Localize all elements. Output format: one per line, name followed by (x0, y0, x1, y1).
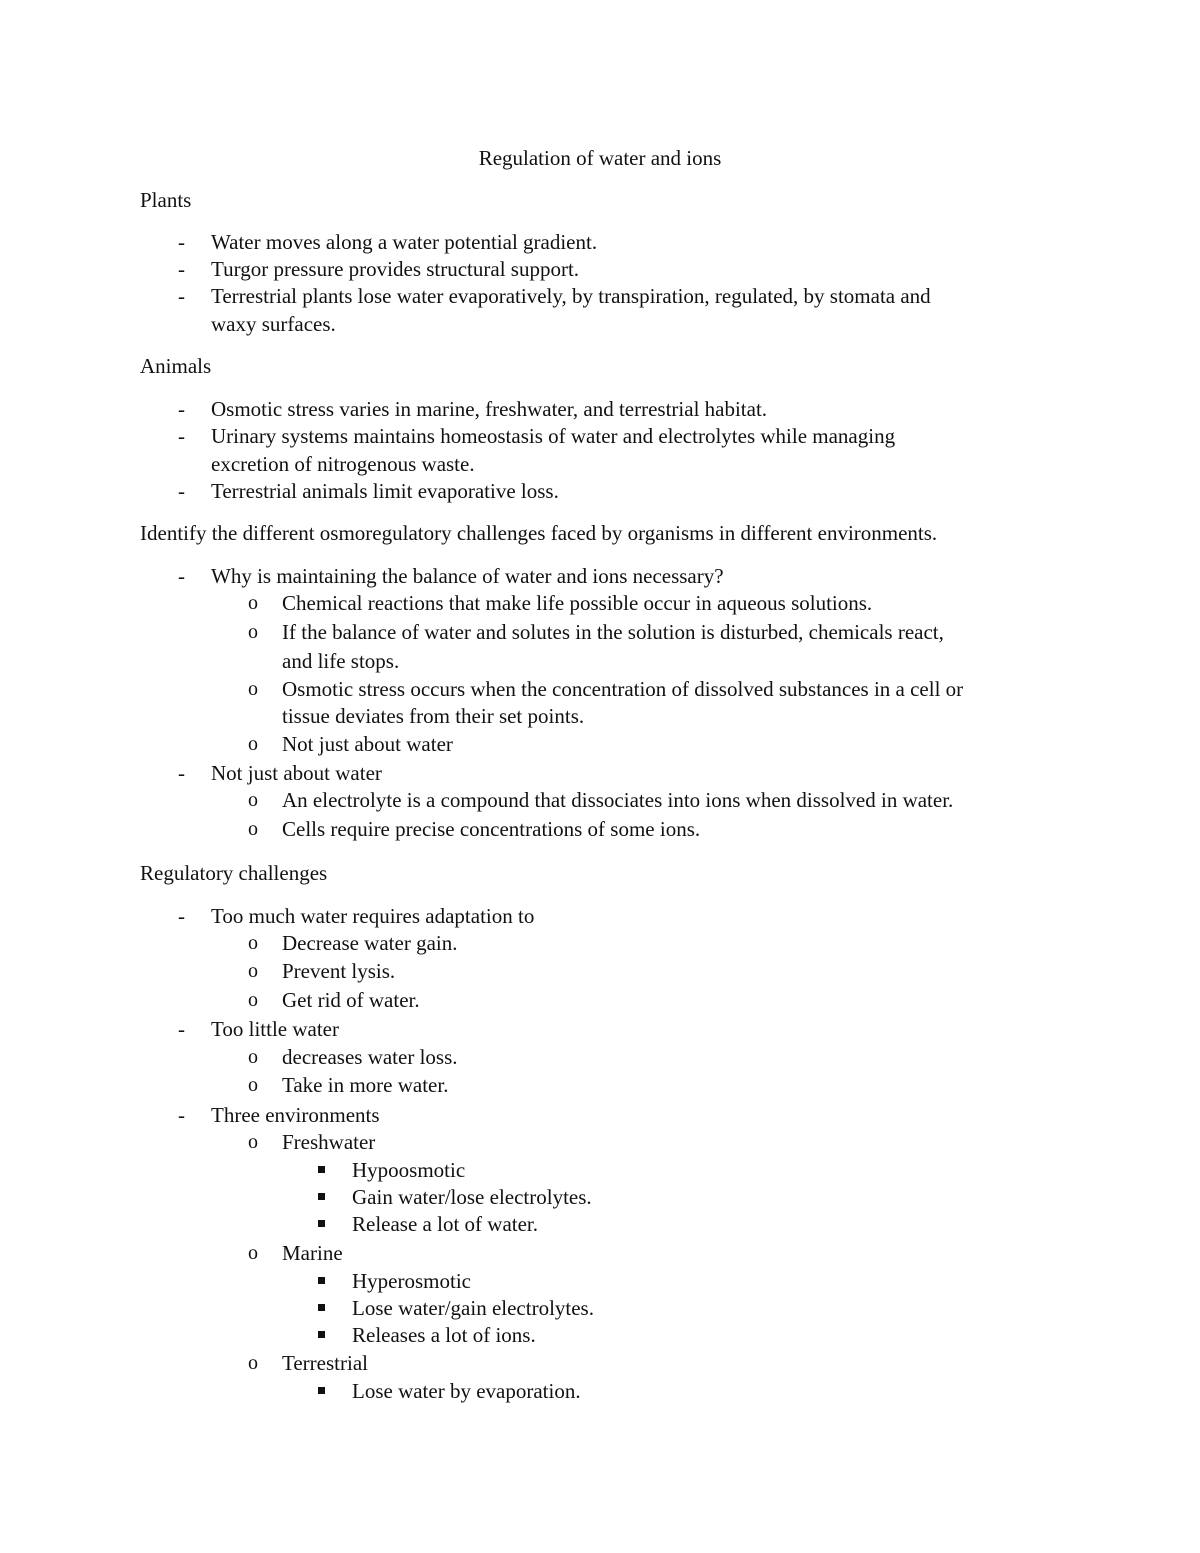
section-heading-identify: Identify the different osmoregulatory challenges faced by organisms in different environments. (140, 521, 938, 545)
circle-bullet: o (248, 1242, 258, 1264)
dash-bullet: - (178, 761, 185, 785)
list-item: Water moves along a water potential gradient. (211, 230, 598, 254)
list-item: Terrestrial plants lose water evaporatively, by transpiration, regulated, by stomata and (211, 284, 931, 308)
dash-bullet: - (178, 284, 185, 308)
list-item: Why is maintaining the balance of water and ions necessary? (211, 564, 724, 588)
sub-sub-list-item: Release a lot of water. (352, 1212, 539, 1236)
list-item: Not just about water (211, 761, 382, 785)
square-bullet (318, 1331, 325, 1338)
square-bullet (318, 1220, 325, 1227)
sub-list-item: Chemical reactions that make life possible occur in aqueous solutions. (282, 591, 873, 615)
sub-list-item-marine: Marine (282, 1241, 343, 1265)
square-bullet (318, 1193, 325, 1200)
sub-list-item: An electrolyte is a compound that dissociates into ions when dissolved in water. (282, 788, 954, 812)
dash-bullet: - (178, 230, 185, 254)
sub-sub-list-item: Hyperosmotic (352, 1269, 471, 1293)
square-bullet (318, 1166, 325, 1173)
sub-sub-list-item: Lose water by evaporation. (352, 1379, 581, 1403)
dash-bullet: - (178, 564, 185, 588)
circle-bullet: o (248, 1074, 258, 1096)
sub-list-item: Take in more water. (282, 1073, 449, 1097)
list-item: Too much water requires adaptation to (211, 904, 535, 928)
sub-list-item: Get rid of water. (282, 988, 420, 1012)
circle-bullet: o (248, 621, 258, 643)
sub-sub-list-item: Releases a lot of ions. (352, 1323, 536, 1347)
sub-list-item: Not just about water (282, 732, 453, 756)
sub-list-item: If the balance of water and solutes in the solution is disturbed, chemicals react, (282, 620, 944, 644)
list-item: Three environments (211, 1103, 380, 1127)
list-item-continuation: excretion of nitrogenous waste. (211, 452, 475, 476)
document-title: Regulation of water and ions (478, 146, 722, 170)
sub-list-item: Cells require precise concentrations of some ions. (282, 817, 701, 841)
circle-bullet: o (248, 1352, 258, 1374)
square-bullet (318, 1277, 325, 1284)
dash-bullet: - (178, 1017, 185, 1041)
section-heading-plants: Plants (140, 188, 192, 212)
sub-list-item: decreases water loss. (282, 1045, 458, 1069)
list-item: Terrestrial animals limit evaporative loss. (211, 479, 559, 503)
circle-bullet: o (248, 818, 258, 840)
list-item-continuation: waxy surfaces. (211, 312, 336, 336)
dash-bullet: - (178, 904, 185, 928)
sub-list-item-continuation: and life stops. (282, 649, 400, 673)
sub-sub-list-item: Lose water/gain electrolytes. (352, 1296, 594, 1320)
list-item: Turgor pressure provides structural support. (211, 257, 580, 281)
circle-bullet: o (248, 932, 258, 954)
section-heading-animals: Animals (140, 354, 212, 378)
sub-list-item: Prevent lysis. (282, 959, 396, 983)
circle-bullet: o (248, 678, 258, 700)
circle-bullet: o (248, 989, 258, 1011)
dash-bullet: - (178, 1103, 185, 1127)
circle-bullet: o (248, 733, 258, 755)
square-bullet (318, 1304, 325, 1311)
circle-bullet: o (248, 960, 258, 982)
sub-list-item: Osmotic stress occurs when the concentration of dissolved substances in a cell or (282, 677, 964, 701)
circle-bullet: o (248, 1131, 258, 1153)
section-heading-regulatory: Regulatory challenges (140, 861, 328, 885)
list-item: Urinary systems maintains homeostasis of water and electrolytes while managing (211, 424, 896, 448)
sub-list-item-terrestrial: Terrestrial (282, 1351, 368, 1375)
circle-bullet: o (248, 1046, 258, 1068)
list-item: Too little water (211, 1017, 339, 1041)
dash-bullet: - (178, 257, 185, 281)
sub-list-item-freshwater: Freshwater (282, 1130, 376, 1154)
sub-list-item-continuation: tissue deviates from their set points. (282, 704, 585, 728)
list-item: Osmotic stress varies in marine, freshwater, and terrestrial habitat. (211, 397, 768, 421)
circle-bullet: o (248, 789, 258, 811)
dash-bullet: - (178, 479, 185, 503)
sub-sub-list-item: Gain water/lose electrolytes. (352, 1185, 592, 1209)
sub-list-item: Decrease water gain. (282, 931, 458, 955)
dash-bullet: - (178, 397, 185, 421)
circle-bullet: o (248, 592, 258, 614)
sub-sub-list-item: Hypoosmotic (352, 1158, 466, 1182)
square-bullet (318, 1387, 325, 1394)
dash-bullet: - (178, 424, 185, 448)
